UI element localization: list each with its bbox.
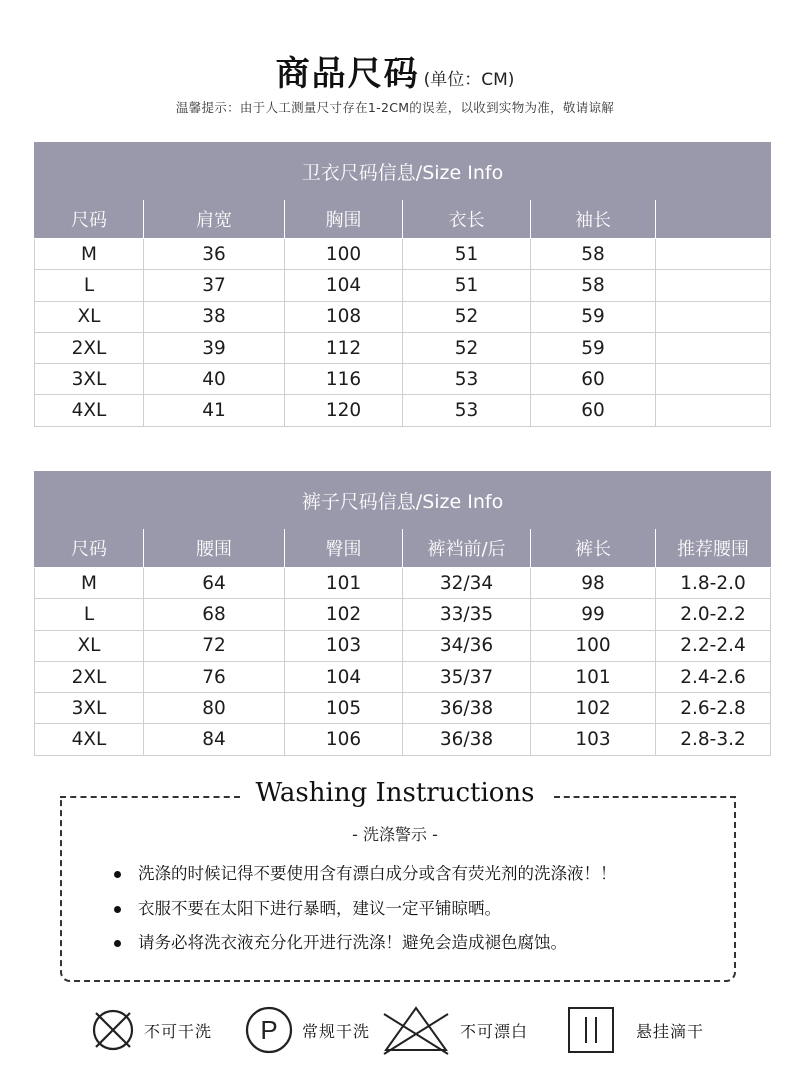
care-icons-row [0, 1000, 790, 1060]
table-cell: 36/38 [403, 693, 531, 724]
care-item-no-bleach [380, 1000, 528, 1060]
table-cell: 60 [531, 364, 656, 395]
measurement-note: 温馨提示：由于人工测量尺寸存在1-2CM的误差，以收到实物为准，敬请谅解 [175, 100, 615, 115]
table-row [35, 661, 771, 692]
table-cell: L [35, 599, 144, 630]
list-item: 洗涤的时候记得不要使用含有漂白成分或含有荧光剂的洗涤液！！ [108, 862, 728, 897]
table-cell: 101 [531, 661, 656, 692]
table-cell: 2.6-2.8 [656, 693, 771, 724]
column-header: 尺码 [35, 529, 144, 568]
pants-size-table [34, 471, 771, 756]
table-cell: 4XL [35, 395, 144, 426]
table-cell: 4XL [35, 724, 144, 755]
table-cell: 80 [144, 693, 285, 724]
table-cell: 38 [144, 301, 285, 332]
table-cell: L [35, 270, 144, 301]
table-cell: 120 [285, 395, 403, 426]
table-cell: 36 [144, 239, 285, 270]
column-header: 腰围 [144, 529, 285, 568]
table-cell: 40 [144, 364, 285, 395]
washing-subtitle: - 洗涤警示 - [352, 825, 438, 844]
table-cell [656, 332, 771, 363]
table-cell: 103 [285, 630, 403, 661]
care-label: 不可漂白 [460, 1021, 529, 1041]
table-cell: 102 [285, 599, 403, 630]
table-cell: 103 [531, 724, 656, 755]
column-header: 肩宽 [144, 200, 285, 239]
table-row [35, 599, 771, 630]
table-header-row [35, 529, 771, 568]
table-row [35, 364, 771, 395]
column-header: 袖长 [531, 200, 656, 239]
table-cell: 35/37 [403, 661, 531, 692]
drip-dry-icon [566, 1005, 616, 1055]
table-cell: 112 [285, 332, 403, 363]
table-cell: 2.4-2.6 [656, 661, 771, 692]
table-row [35, 630, 771, 661]
table-cell: 76 [144, 661, 285, 692]
table-cell: 51 [403, 270, 531, 301]
table-cell: 41 [144, 395, 285, 426]
table-cell: 52 [403, 332, 531, 363]
table-cell: 2.2-2.4 [656, 630, 771, 661]
table-row [35, 724, 771, 755]
table-cell: 3XL [35, 364, 144, 395]
no-dry-clean-icon [90, 1007, 136, 1053]
table-cell [656, 395, 771, 426]
table-cell: 2XL [35, 332, 144, 363]
table-row [35, 239, 771, 270]
list-item: 衣服不要在太阳下进行暴晒，建议一定平铺晾晒。 [108, 897, 728, 932]
table-cell: 39 [144, 332, 285, 363]
care-item-dry-clean [244, 1000, 370, 1060]
column-header: 推荐腰围 [656, 529, 771, 568]
table-cell: 64 [144, 568, 285, 599]
table-cell: 32/34 [403, 568, 531, 599]
table-cell: 72 [144, 630, 285, 661]
table-cell: 99 [531, 599, 656, 630]
care-label: 常规干洗 [302, 1021, 371, 1041]
table-cell: 102 [531, 693, 656, 724]
table-cell [656, 301, 771, 332]
unit-label: (单位：CM) [423, 70, 515, 90]
care-item-drip-dry [566, 1000, 704, 1060]
table-row [35, 693, 771, 724]
table-cell: M [35, 239, 144, 270]
table-cell: 53 [403, 364, 531, 395]
table-row [35, 332, 771, 363]
table-row [35, 301, 771, 332]
table-cell: 105 [285, 693, 403, 724]
dry-clean-p-icon [244, 1005, 294, 1055]
table-cell: 3XL [35, 693, 144, 724]
table-cell: 106 [285, 724, 403, 755]
column-header: 裤裆前/后 [403, 529, 531, 568]
table-cell: 33/35 [403, 599, 531, 630]
washing-title: Washing Instructions [255, 778, 535, 808]
table-cell: 104 [285, 270, 403, 301]
table-cell: 51 [403, 239, 531, 270]
column-header: 尺码 [35, 200, 144, 239]
table-cell: 2.0-2.2 [656, 599, 771, 630]
table-cell: 58 [531, 239, 656, 270]
hoodie-size-table [34, 142, 771, 427]
table-cell: 2.8-3.2 [656, 724, 771, 755]
table-cell: 36/38 [403, 724, 531, 755]
washing-list [108, 862, 728, 966]
care-label: 悬挂滴干 [636, 1021, 705, 1041]
table-row [35, 568, 771, 599]
table-cell: 116 [285, 364, 403, 395]
table-cell: 34/36 [403, 630, 531, 661]
page-title: 商品尺码 [275, 54, 420, 94]
table-cell: 59 [531, 332, 656, 363]
no-bleach-icon [380, 1002, 452, 1058]
table-caption: 卫衣尺码信息/Size Info [35, 143, 771, 200]
table-cell: 100 [531, 630, 656, 661]
table-cell: 108 [285, 301, 403, 332]
list-item: 请务必将洗衣液充分化开进行洗涤！避免会造成褪色腐蚀。 [108, 931, 728, 966]
table-cell: 60 [531, 395, 656, 426]
table-row [35, 395, 771, 426]
column-header: 胸围 [285, 200, 403, 239]
table-header-row [35, 200, 771, 239]
table-cell: 104 [285, 661, 403, 692]
table-cell: M [35, 568, 144, 599]
table-cell [656, 239, 771, 270]
column-header: 衣长 [403, 200, 531, 239]
table-cell: 1.8-2.0 [656, 568, 771, 599]
column-header: 臀围 [285, 529, 403, 568]
table-cell: 52 [403, 301, 531, 332]
table-cell: 100 [285, 239, 403, 270]
care-item-no-dry-clean [90, 1000, 212, 1060]
table-cell: 59 [531, 301, 656, 332]
table-cell: XL [35, 630, 144, 661]
table-caption: 裤子尺码信息/Size Info [35, 472, 771, 529]
table-cell: 53 [403, 395, 531, 426]
page-header [0, 46, 790, 95]
table-cell: 58 [531, 270, 656, 301]
table-cell: 98 [531, 568, 656, 599]
table-cell: 101 [285, 568, 403, 599]
table-cell [656, 364, 771, 395]
dry-clean-symbol: P [260, 1015, 278, 1045]
table-cell: XL [35, 301, 144, 332]
column-header [656, 200, 771, 239]
table-row [35, 270, 771, 301]
table-cell: 84 [144, 724, 285, 755]
column-header: 裤长 [531, 529, 656, 568]
table-cell: 2XL [35, 661, 144, 692]
table-cell [656, 270, 771, 301]
table-cell: 37 [144, 270, 285, 301]
care-label: 不可干洗 [144, 1021, 213, 1041]
table-cell: 68 [144, 599, 285, 630]
